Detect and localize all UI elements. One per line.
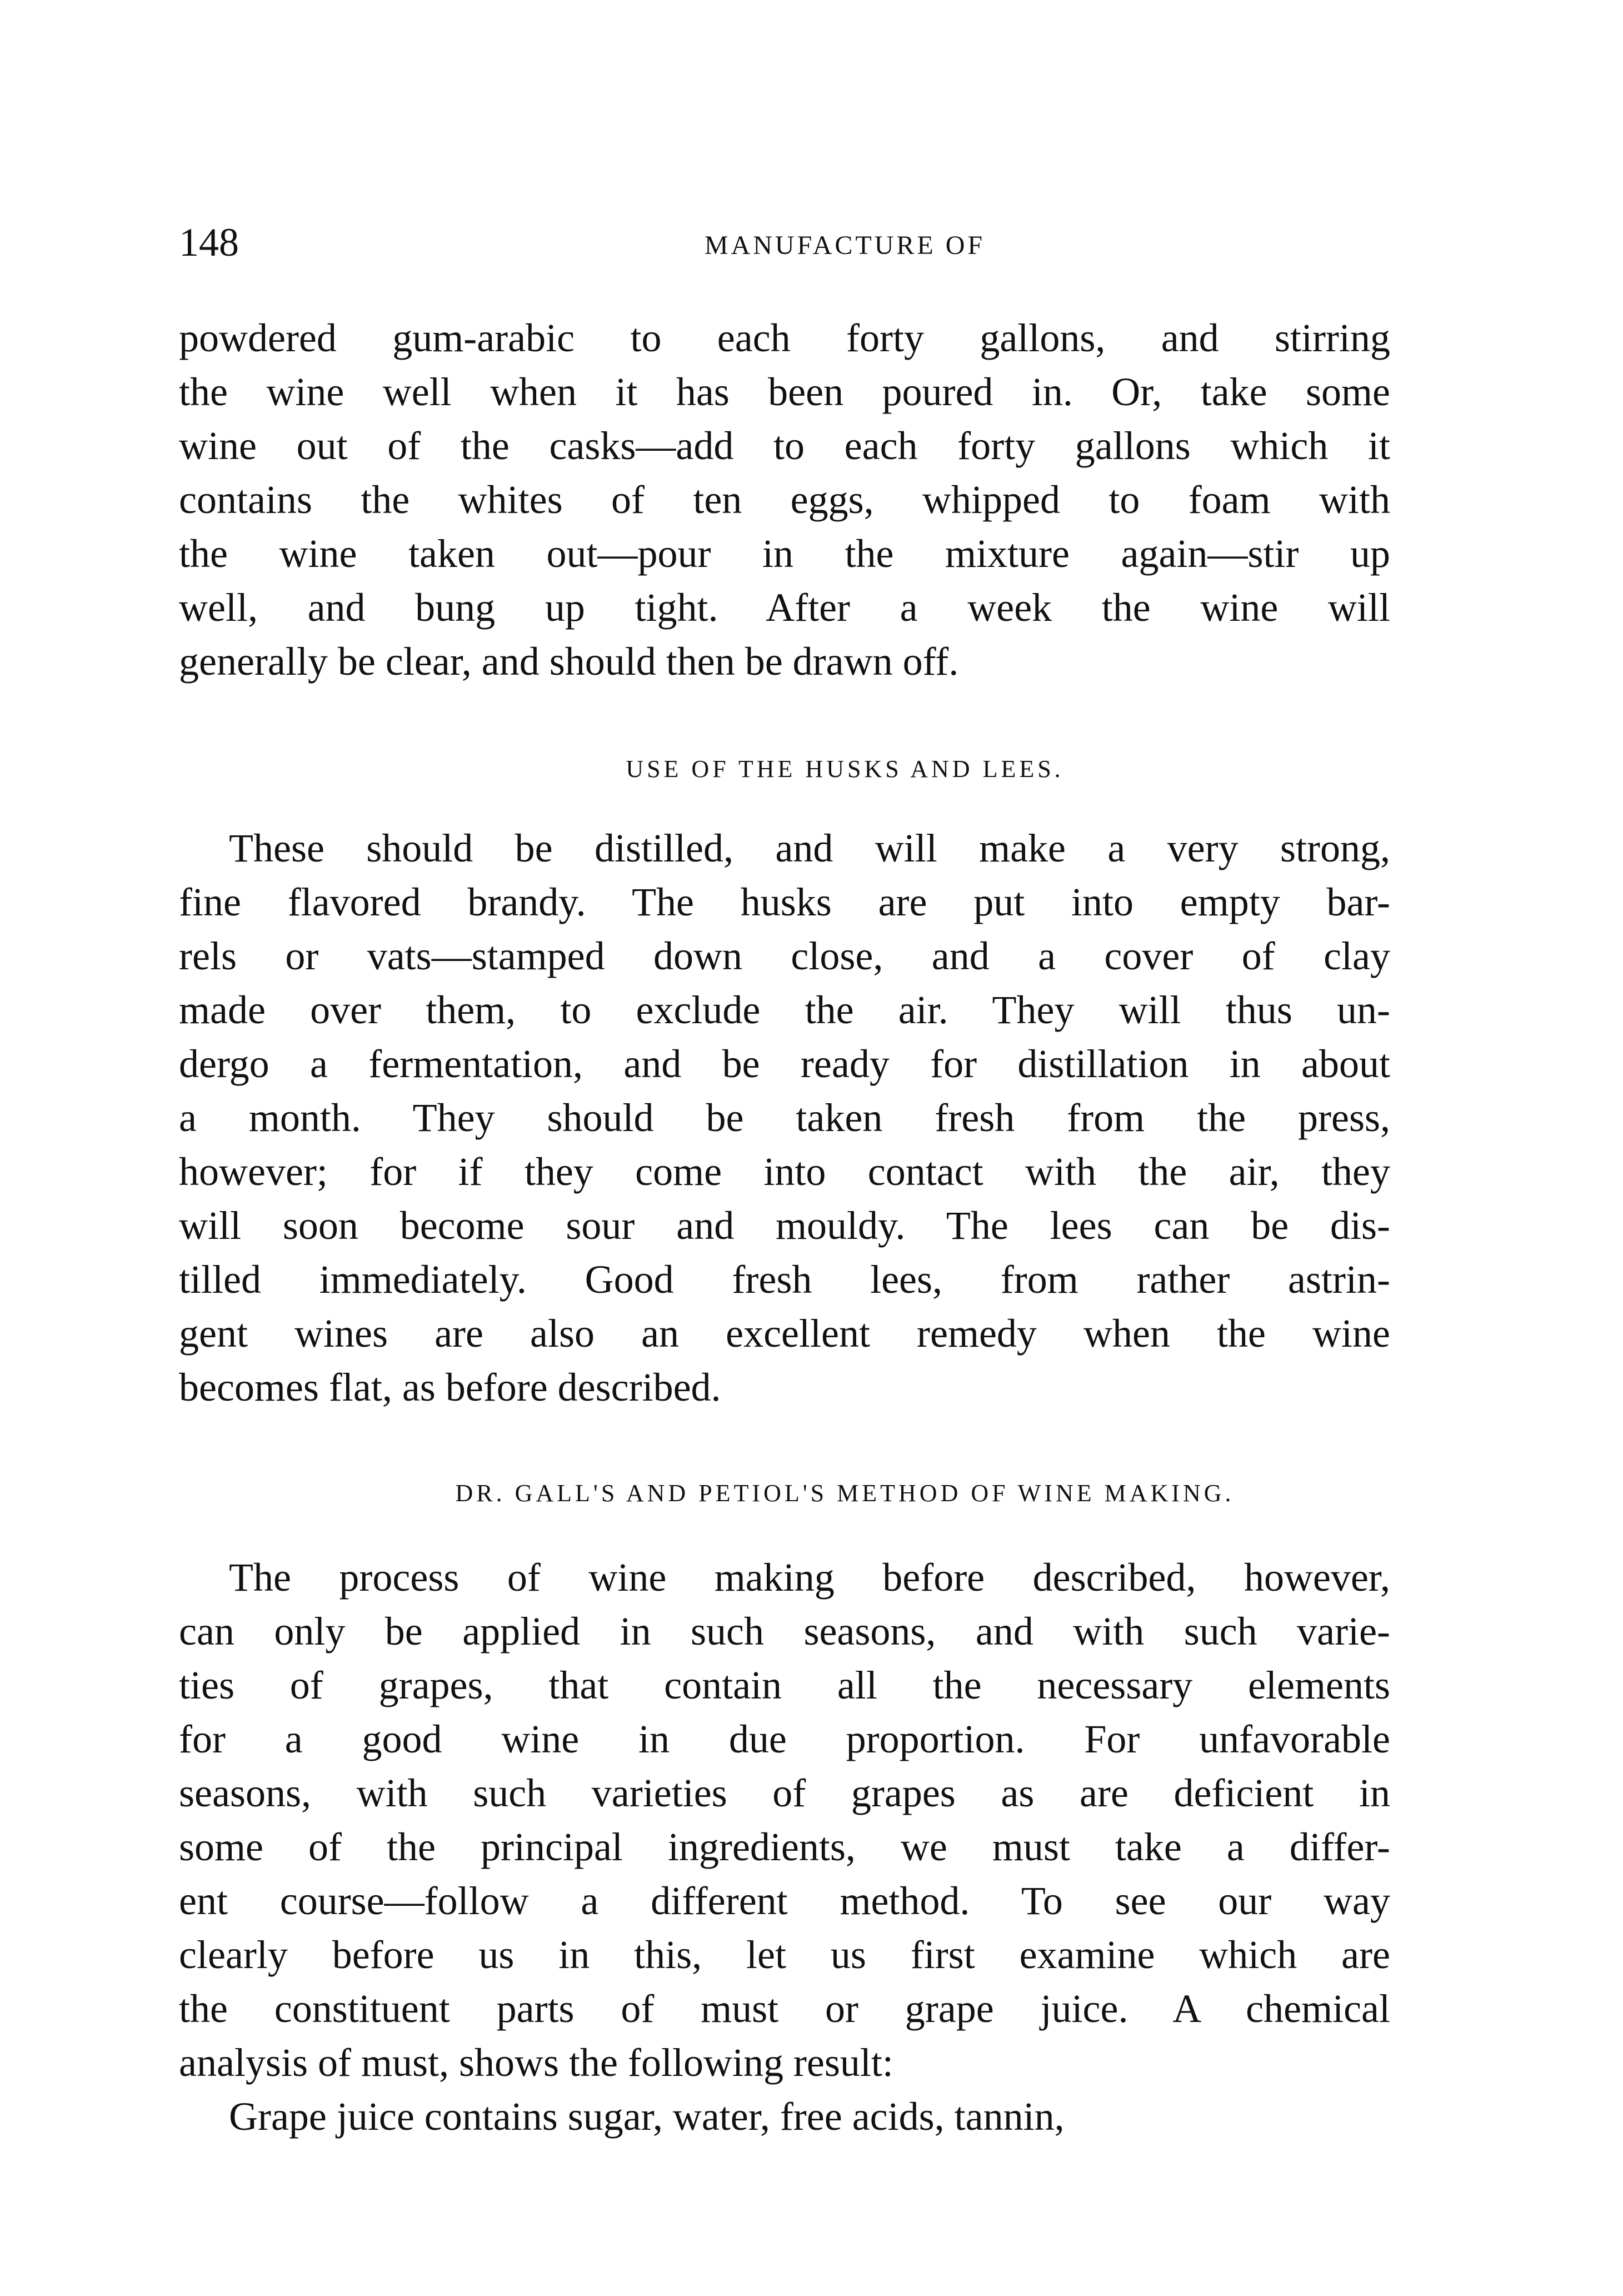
text-line: ent course—follow a different method. To see our way xyxy=(179,1879,1390,1923)
text-line: becomes flat, as before described. xyxy=(179,1365,721,1410)
text-line: The process of wine making before described, however, xyxy=(229,1555,1390,1600)
section-heading-gall-petiol-method: DR. GALL'S AND PETIOL'S METHOD OF WINE MAKING. xyxy=(455,1480,1235,1507)
text-line: dergo a fermentation, and be ready for distillation in about xyxy=(179,1042,1390,1086)
text-line: well, and bung up tight. After a week the wine will xyxy=(179,585,1390,630)
text-line: tilled immediately. Good fresh lees, from rather astrin- xyxy=(179,1257,1390,1302)
text-line: can only be applied in such seasons, and with such varie- xyxy=(179,1609,1390,1653)
text-line: fine flavored brandy. The husks are put into empty bar- xyxy=(179,880,1390,924)
paragraph-gall-petiol-method xyxy=(179,1551,1390,2144)
text-line: gent wines are also an excellent remedy when the wine xyxy=(179,1311,1390,1356)
text-line: for a good wine in due proportion. For unfavorable xyxy=(179,1717,1390,1761)
text-line: These should be distilled, and will make a very strong, xyxy=(229,826,1390,870)
text-line: the wine taken out—pour in the mixture again—stir up xyxy=(179,531,1390,576)
text-line: analysis of must, shows the following result: xyxy=(179,2040,893,2085)
paragraph-husks-lees xyxy=(179,821,1390,1415)
text-line: contains the whites of ten eggs, whipped to foam with xyxy=(179,477,1390,522)
text-line: the constituent parts of must or grape juice. A chemical xyxy=(179,1986,1390,2031)
running-head: MANUFACTURE OF xyxy=(704,231,986,260)
text-line: powdered gum-arabic to each forty gallons, and stirring xyxy=(179,316,1390,360)
text-line: will soon become sour and mouldy. The lees can be dis- xyxy=(179,1203,1390,1248)
text-line: generally be clear, and should then be drawn off. xyxy=(179,639,959,684)
section-heading-husks-lees: USE OF THE HUSKS AND LEES. xyxy=(626,755,1064,783)
text-line: a month. They should be taken fresh from the press, xyxy=(179,1095,1390,1140)
text-line: seasons, with such varieties of grapes as are deficient in xyxy=(179,1771,1390,1815)
text-line: made over them, to exclude the air. They will thus un- xyxy=(179,988,1390,1032)
text-line: some of the principal ingredients, we must take a differ- xyxy=(179,1825,1390,1869)
text-line: ties of grapes, that contain all the necessary elements xyxy=(179,1663,1390,1707)
text-line: however; for if they come into contact with the air, they xyxy=(179,1149,1390,1194)
paragraph-fining-continued xyxy=(179,311,1390,689)
text-line: the wine well when it has been poured in. Or, take some xyxy=(179,370,1390,414)
text-line: Grape juice contains sugar, water, free acids, tannin, xyxy=(229,2094,1065,2139)
text-line: wine out of the casks—add to each forty gallons which it xyxy=(179,424,1390,468)
text-line: clearly before us in this, let us first examine which are xyxy=(179,1933,1390,1977)
text-line: rels or vats—stamped down close, and a cover of clay xyxy=(179,934,1390,978)
page-number: 148 xyxy=(179,220,239,265)
